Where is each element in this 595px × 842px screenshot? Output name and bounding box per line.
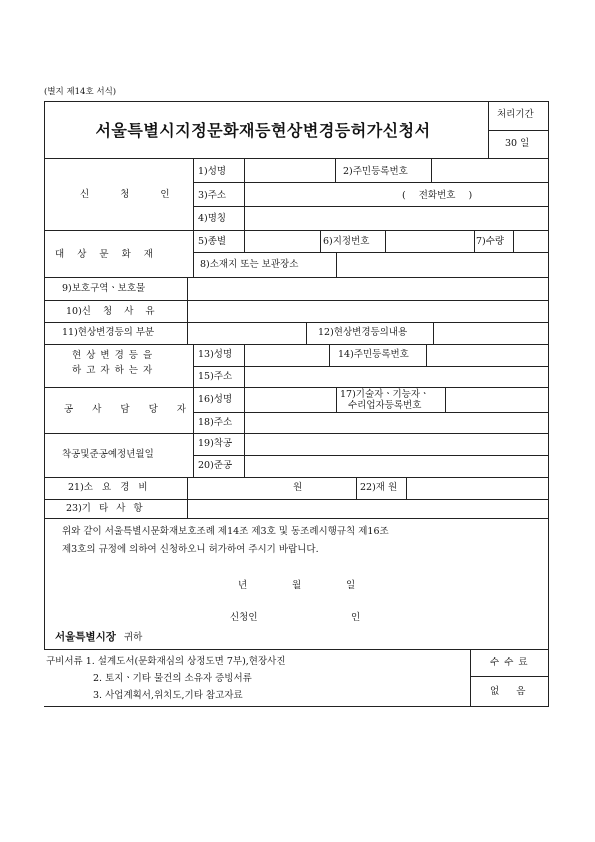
rule-k2 [406, 477, 407, 499]
rule-r15 [44, 499, 549, 500]
change-content-label: 12)현상변경등의내용 [318, 327, 408, 338]
executor-section-label-2: 하 고 자 하 는 자 [72, 365, 154, 376]
rule-fee-left [470, 649, 471, 706]
executor-rrn-label: 14)주민등록번호 [338, 349, 409, 360]
property-location-label: 8)소재지 또는 보관장소 [200, 259, 299, 270]
rule-c2 [306, 322, 307, 344]
change-part-label: 11)현상변경등의 부분 [62, 327, 155, 338]
manager-name-label: 16)성명 [198, 394, 233, 405]
rule-r4 [193, 252, 549, 253]
rule-a2 [335, 158, 336, 182]
applicant-address-label: 3)주소 [198, 190, 227, 201]
rule-e2 [329, 344, 330, 366]
form-number: (별지 제14호 서식) [44, 87, 117, 97]
processing-period-value: 30 일 [505, 138, 530, 149]
rule-r14 [44, 477, 549, 478]
form-title: 서울특별시지정문화재등현상변경등허가신청서 [95, 121, 431, 140]
rule-title-bottom [44, 158, 549, 159]
date-day: 일 [346, 580, 356, 591]
addressee-suffix: 귀하 [124, 632, 143, 643]
rule-e1 [244, 344, 245, 387]
rule-p5 [513, 230, 514, 252]
rule-col1 [193, 158, 194, 278]
rule-period-mid [488, 130, 549, 131]
manager-section-label: 공 사 담 당 자 [64, 404, 194, 415]
applicant-name-label: 1)성명 [198, 166, 227, 177]
rule-r1 [193, 182, 549, 183]
attachment-item-3: 3. 사업계획서,위치도,기타 참고자료 [93, 690, 243, 701]
rule-bottom [44, 706, 549, 707]
rule-k1 [356, 477, 357, 499]
schedule-completion-label: 20)준공 [198, 460, 233, 471]
date-year: 년 [238, 580, 248, 591]
manager-license-label-2: 수리업자등록번호 [348, 400, 422, 411]
rule-p1 [244, 230, 245, 252]
rule-a3 [431, 158, 432, 182]
applicant-phone-label: ( 전화번호 ) [402, 190, 473, 201]
rule-a1 [244, 158, 245, 230]
rule-p6 [336, 252, 337, 277]
rule-m2 [336, 387, 337, 412]
attachment-item-1: 구비서류 1. 설계도서(문화재심의 상정도면 7부),현장사진 [46, 656, 286, 667]
rule-r11 [193, 412, 549, 413]
rule-r12 [44, 433, 549, 434]
date-month: 월 [292, 580, 302, 591]
executor-name-label: 13)성명 [198, 349, 233, 360]
fee-label: 수 수 료 [490, 657, 528, 668]
rule-top [44, 101, 549, 102]
rule-r8 [44, 344, 549, 345]
applicant-title-label: 4)명칭 [198, 213, 227, 224]
reason-label: 10)신 청 사 유 [66, 306, 155, 317]
rule-fee-mid [470, 676, 549, 677]
rule-right [548, 101, 549, 706]
rule-r16 [44, 518, 549, 519]
rule-r6 [44, 300, 549, 301]
rule-r7 [44, 322, 549, 323]
property-section-label: 대 상 문 화 재 [55, 249, 158, 260]
rule-left [44, 101, 45, 649]
protection-label: 9)보호구역ㆍ보호물 [62, 283, 146, 294]
schedule-start-label: 19)착공 [198, 438, 233, 449]
manager-address-label: 18)주소 [198, 417, 233, 428]
rule-r2 [193, 206, 549, 207]
declaration-line-2: 제3호의 규정에 의하여 신청하오니 허가하여 주시기 바랍니다. [62, 544, 319, 555]
rule-m1 [244, 387, 245, 433]
rule-e3 [426, 344, 427, 366]
processing-period-label: 처리기간 [497, 109, 534, 120]
declaration-line-1: 위와 같이 서울특별시문화재보호조례 제14조 제3호 및 동조례시행규칙 제16조 [62, 526, 389, 537]
rule-r17 [44, 649, 549, 650]
manager-license-label-1: 17)기술자ㆍ기능자ㆍ [340, 389, 430, 400]
rule-period-left [488, 101, 489, 158]
property-designation-label: 6)지정번호 [323, 236, 370, 247]
applicant-rrn-label: 2)주민등록번호 [343, 166, 408, 177]
property-type-label: 5)종별 [198, 236, 227, 247]
property-quantity-label: 7)수량 [476, 236, 505, 247]
executor-section-label-1: 현 상 변 경 등 을 [72, 350, 154, 361]
rule-m3 [445, 387, 446, 412]
schedule-section-label: 착공및준공예정년월일 [62, 449, 154, 460]
cost-unit: 원 [293, 482, 303, 493]
rule-r9 [193, 366, 549, 367]
rule-c3 [433, 322, 434, 344]
other-label: 23)기 타 사 항 [66, 503, 143, 514]
cost-label: 21)소 요 경 비 [68, 482, 148, 493]
rule-s1 [244, 433, 245, 477]
fee-value: 없 음 [490, 686, 526, 697]
rule-p2 [320, 230, 321, 252]
rule-p3 [385, 230, 386, 252]
rule-r5 [44, 277, 549, 278]
addressee-name: 서울특별시장 [55, 631, 116, 643]
executor-address-label: 15)주소 [198, 371, 233, 382]
rule-r13 [193, 455, 549, 456]
seal-label: 인 [351, 612, 361, 623]
applicant-name-field[interactable] [246, 160, 334, 180]
rule-c1 [187, 322, 188, 344]
applicant-rrn-field[interactable] [433, 160, 546, 180]
applicant-section-label: 신 청 인 [80, 189, 184, 200]
funding-label: 22)재 원 [360, 482, 398, 493]
signer-label: 신청인 [230, 612, 258, 623]
rule-col1d [187, 477, 188, 518]
rule-r10 [44, 387, 549, 388]
rule-col1b [187, 277, 188, 322]
rule-p4 [474, 230, 475, 252]
attachment-item-2: 2. 토지ㆍ기타 물건의 소유자 증빙서류 [93, 673, 252, 684]
